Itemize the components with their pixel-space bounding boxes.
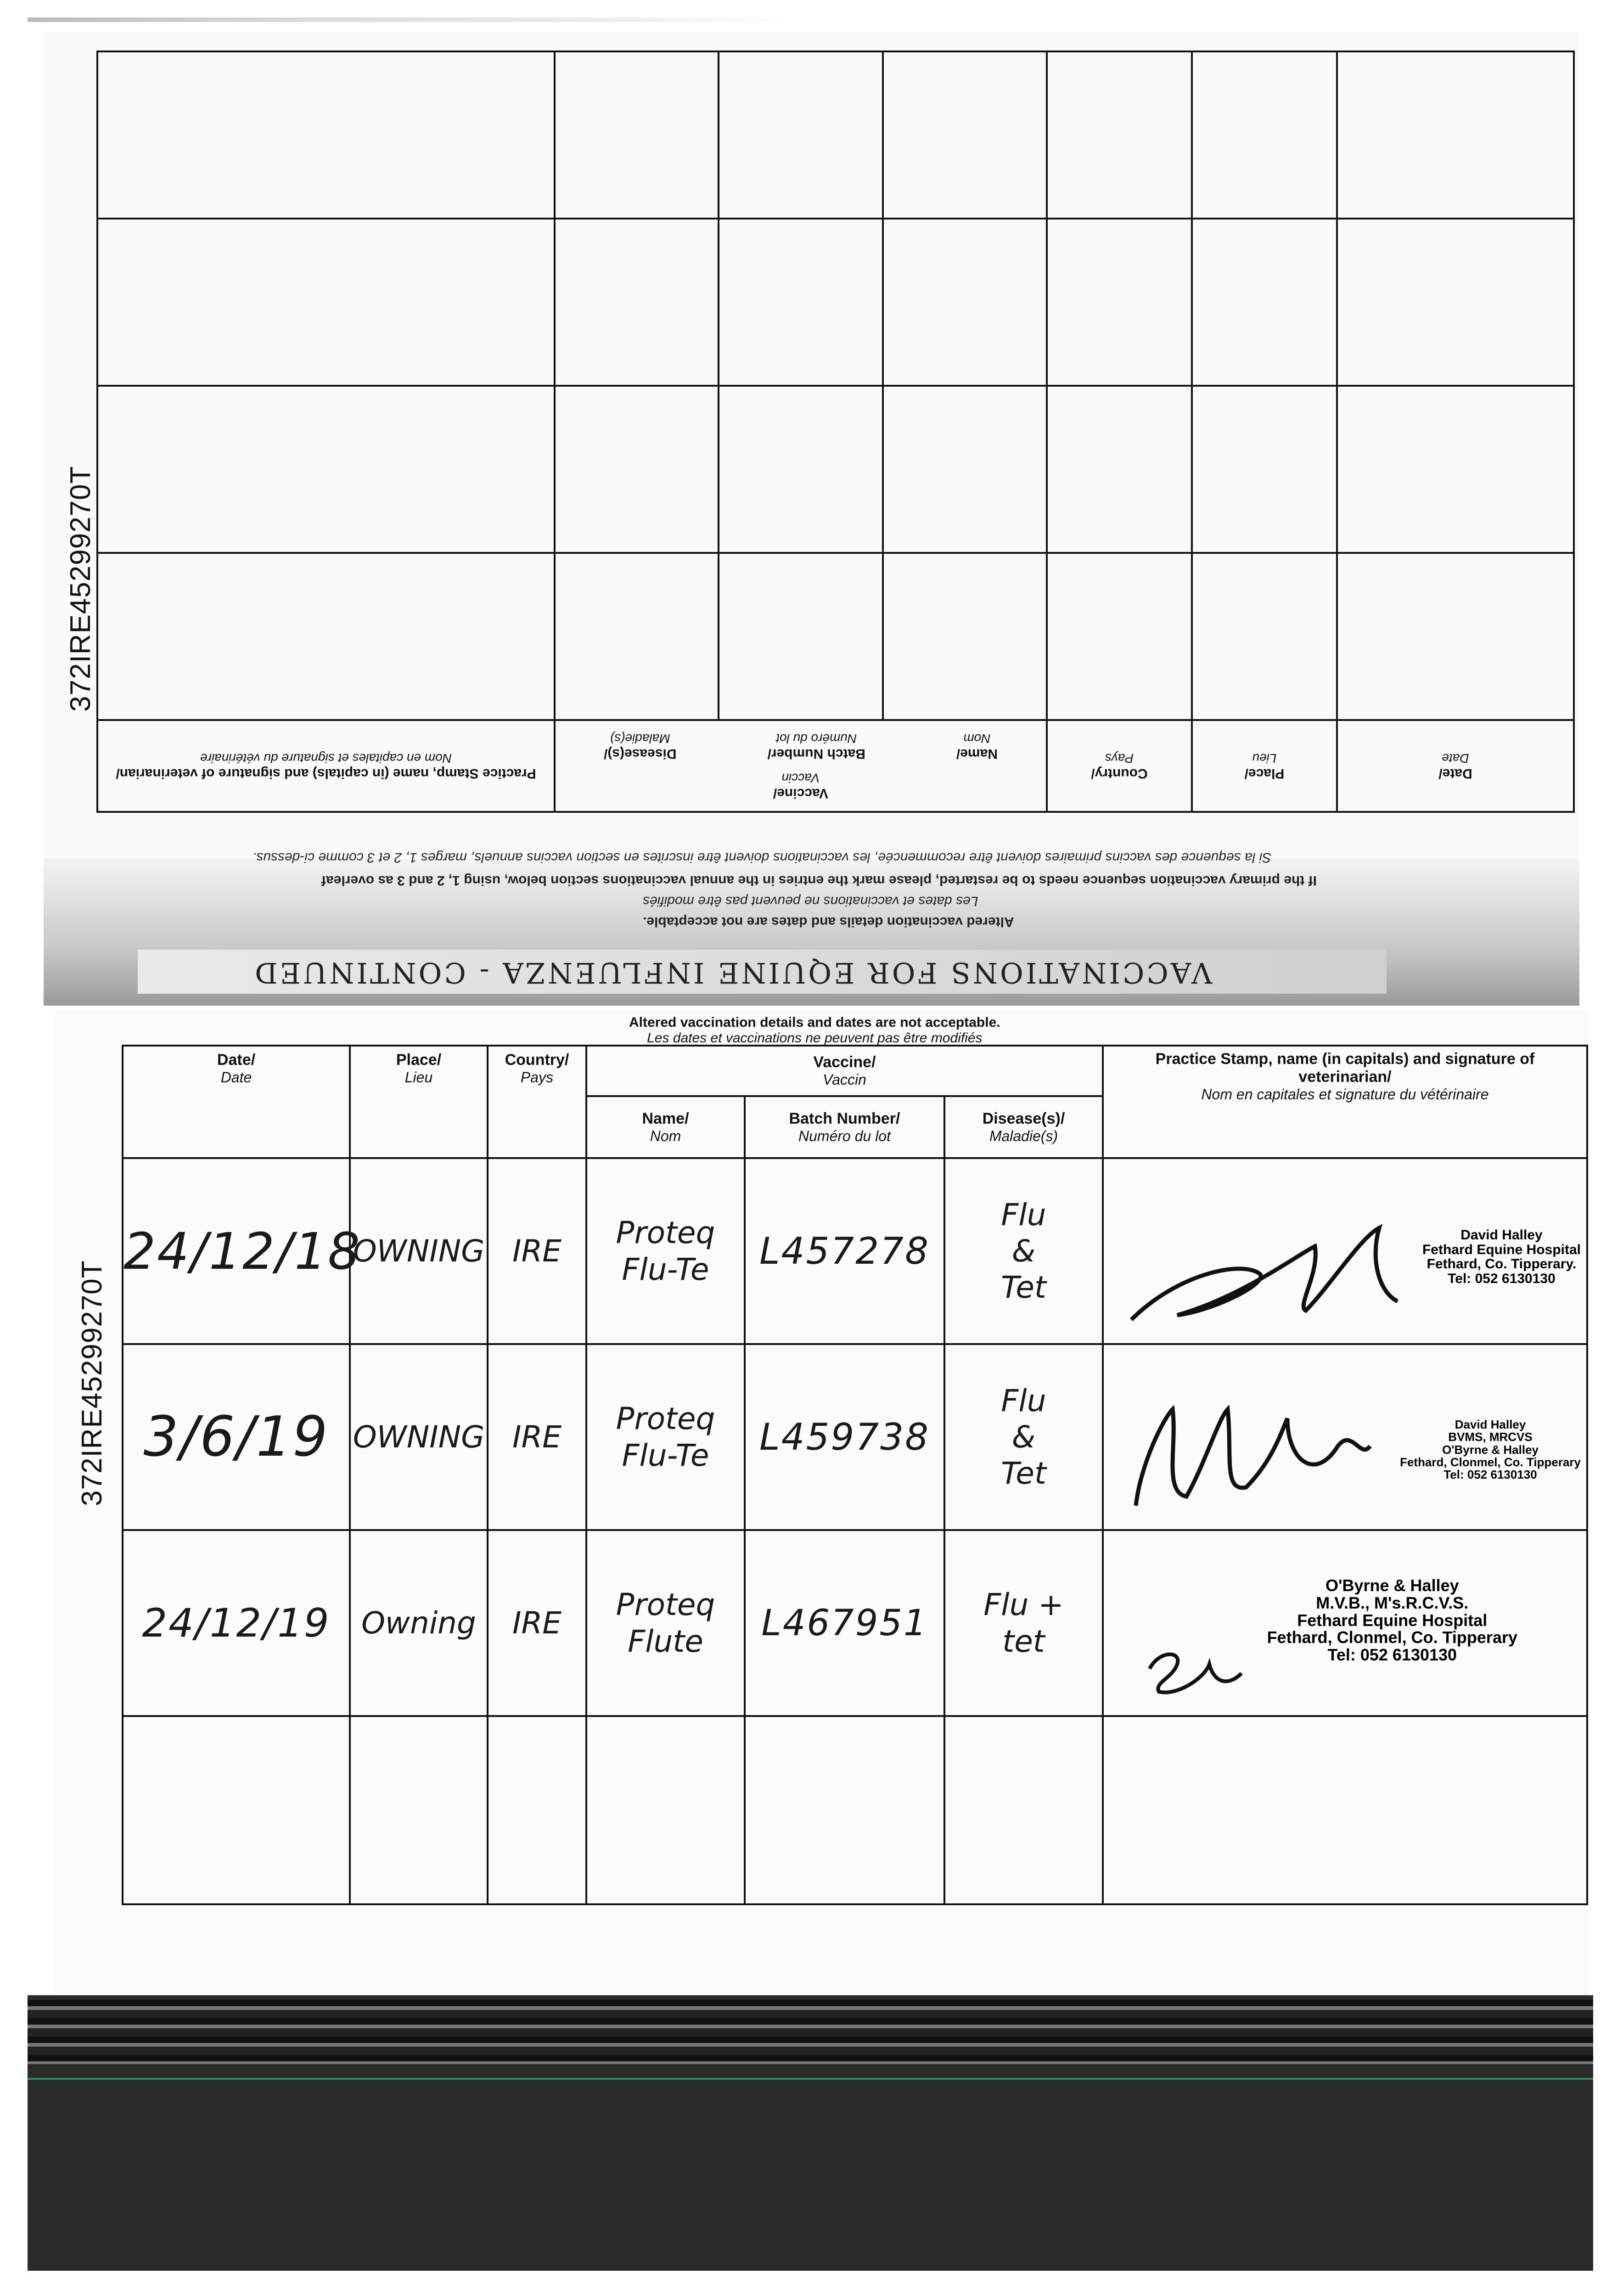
document-id-upper: 372IRE45299270T (65, 466, 96, 712)
row2-date: 3/6/19 (123, 1344, 350, 1530)
row3-date: 24/12/19 (123, 1530, 350, 1716)
row1-stamp: David Halley Fethard Equine Hospital Fethard, Co. Tipperary. Tel: 052 6130130 (1422, 1227, 1581, 1286)
header-country-upper: Country/ Pays (1047, 720, 1192, 812)
signature-image (1122, 1219, 1407, 1338)
banner-title: VACCINATIONS FOR EQUINE INFLUENZA - CONTINUED (253, 956, 1213, 990)
row2-stamp: David Halley BVMS, MRCVS O'Byrne & Halley Fethard, Clonmel, Co. Tipperary Tel: 052 6130130 (1400, 1418, 1581, 1482)
altered-notice-lower (629, 1015, 1000, 1046)
row2-disease: Flu & Tet (944, 1344, 1103, 1530)
header-place: Place/ Lieu (350, 1046, 488, 1158)
header-name: Name/ Nom (586, 1096, 745, 1158)
row1-vaccine-name: Proteq Flu-Te (586, 1158, 745, 1344)
altered-notice-upper: Altered vaccination details and dates are not acceptable. (643, 914, 1014, 929)
altered-notice-lower-en: Altered vaccination details and dates are not acceptable. (629, 1015, 1000, 1030)
primary-note-upper: If the primary vaccination sequence needs to be restarted, please mark the entries in the annual vaccinations section below, using 1, 2 and 3 as overleaf (321, 873, 1317, 888)
book-binding (28, 1995, 1593, 2271)
header-date-upper: Date/ Date (1337, 720, 1574, 812)
row1-batch: L457278 (745, 1158, 944, 1344)
row3-place: Owning (350, 1530, 488, 1716)
row3-stamp-cell (1103, 1530, 1587, 1716)
row1-stamp-cell (1103, 1158, 1587, 1344)
row2-batch: L459738 (745, 1344, 944, 1530)
signature-image (1122, 1391, 1379, 1515)
table-row (123, 1530, 1587, 1716)
header-place-upper: Place/ Lieu (1192, 720, 1337, 812)
table-row (123, 1158, 1587, 1344)
altered-notice-fr-upper: Les dates et vaccinations ne peuvent pas être modifiés (643, 894, 978, 909)
header-disease-upper: Disease(s)/ Maladie(s) (604, 732, 677, 761)
header-stamp-upper: Practice Stamp, name (in capitals) and signature of veterinarian/ Nom en capitales et signature du vétérinaire (97, 720, 555, 812)
header-vaccine-upper: Vaccine/ Vaccin Name/ Nom Batch Number/ Numéro du lot Disease(s)/ Maladie(s) (555, 720, 1047, 812)
header-stamp: Practice Stamp, name (in capitals) and signature of veterinarian/ Nom en capitales et signature du vétérinaire (1103, 1046, 1587, 1158)
header-batch-upper: Batch Number/ Numéro du lot (767, 732, 865, 761)
upper-vaccination-grid (96, 51, 1575, 813)
row1-place: OWNING (350, 1158, 488, 1344)
row1-date: 24/12/18 (123, 1158, 350, 1344)
row2-stamp-cell (1103, 1344, 1587, 1530)
row2-vaccine-name: Proteq Flu-Te (586, 1344, 745, 1530)
header-vaccine: Vaccine/ Vaccin (586, 1046, 1103, 1096)
header-name-upper: Name/ Nom (956, 732, 998, 761)
row3-vaccine-name: Proteq Flute (586, 1530, 745, 1716)
scan-green-line (28, 2078, 1593, 2080)
initials-signature (1140, 1637, 1251, 1701)
header-batch: Batch Number/ Numéro du lot (745, 1096, 944, 1158)
row3-disease: Flu + tet (944, 1530, 1103, 1716)
row3-country: IRE (488, 1530, 586, 1716)
page-edges (28, 2000, 1593, 2064)
row2-country: IRE (488, 1344, 586, 1530)
scan-edge-line (28, 17, 785, 22)
header-disease: Disease(s)/ Maladie(s) (944, 1096, 1103, 1158)
primary-note-fr-upper: Si la sequence des vaccins primaires doivent être recommencée, les vaccinations doivent être inscrites en section vaccins annuels, marges 1, 2 et 3 comme ci-dessus. (253, 850, 1272, 865)
table-row (123, 1344, 1587, 1530)
row1-disease: Flu & Tet (944, 1158, 1103, 1344)
row3-batch: L467951 (745, 1530, 944, 1716)
altered-notice-lower-fr: Les dates et vaccinations ne peuvent pas être modifiés (647, 1030, 983, 1046)
row3-stamp: O'Byrne & Halley M.V.B., M's.R.C.V.S. Fethard Equine Hospital Fethard, Clonmel, Co. Tipperary Tel: 052 6130130 (1267, 1576, 1517, 1665)
vaccination-table (122, 1045, 1586, 1903)
row2-place: OWNING (350, 1344, 488, 1530)
header-date: Date/ Date (123, 1046, 350, 1158)
section-banner (138, 950, 1387, 994)
table-row-empty (123, 1716, 1587, 1904)
row1-country: IRE (488, 1158, 586, 1344)
header-country: Country/ Pays (488, 1046, 586, 1158)
document-id-lower: 372IRE45299270T (76, 1260, 108, 1506)
